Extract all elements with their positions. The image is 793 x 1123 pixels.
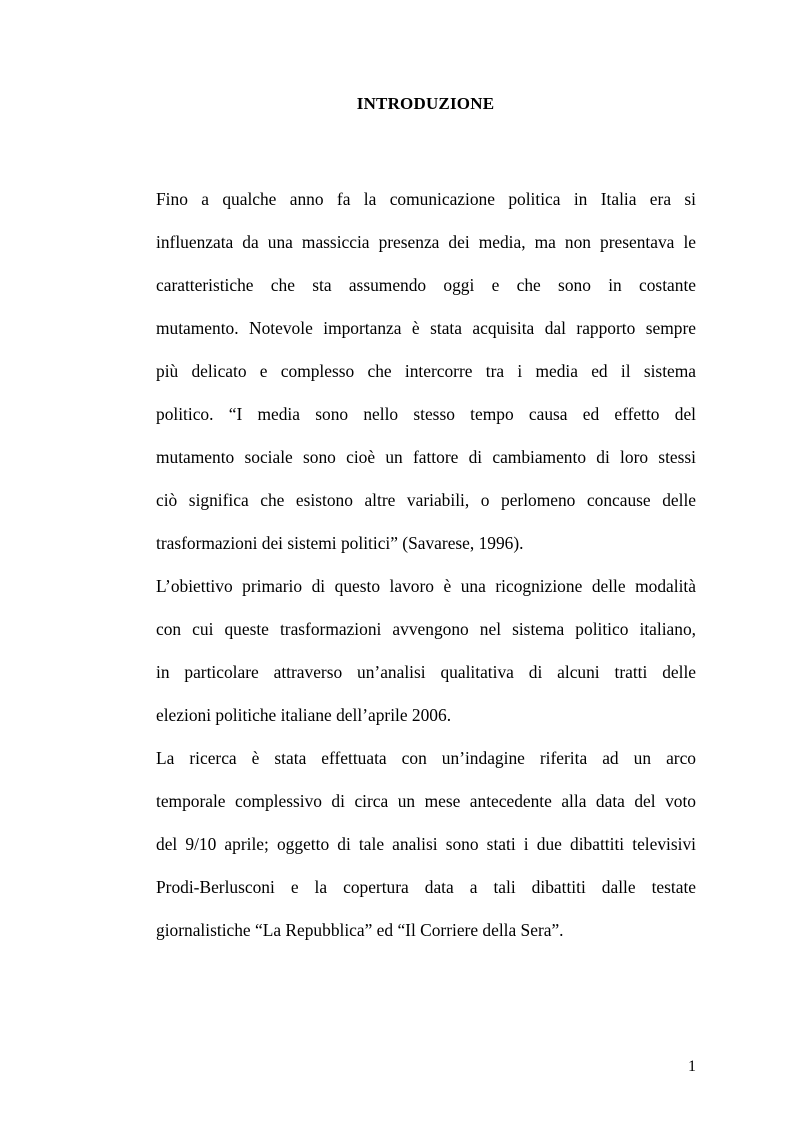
text-line: in particolare attraverso un’analisi qualitativa di alcuni tratti delle <box>156 662 696 682</box>
text-line: L’obiettivo primario di questo lavoro è una ricognizione delle modalità <box>156 576 696 596</box>
text-line: più delicato e complesso che intercorre tra i media ed il sistema <box>156 361 696 381</box>
text-line: elezioni politiche italiane dell’aprile 2006. <box>156 705 452 725</box>
paragraph-1 <box>156 178 696 565</box>
text-line: Fino a qualche anno fa la comunicazione politica in Italia era si <box>156 189 696 209</box>
page-number: 1 <box>688 1058 696 1075</box>
page-title: INTRODUZIONE <box>356 94 495 113</box>
text-line: ciò significa che esistono altre variabili, o perlomeno concause delle <box>156 490 696 510</box>
text-line: mutamento. Notevole importanza è stata acquisita dal rapporto sempre <box>156 318 696 338</box>
text-line: temporale complessivo di circa un mese antecedente alla data del voto <box>156 791 696 811</box>
text-line: La ricerca è stata effettuata con un’indagine riferita ad un arco <box>156 748 696 768</box>
text-line: giornalistiche “La Repubblica” ed “Il Corriere della Sera”. <box>156 920 564 940</box>
text-line: influenzata da una massiccia presenza dei media, ma non presentava le <box>156 232 696 252</box>
text-line: del 9/10 aprile; oggetto di tale analisi sono stati i due dibattiti televisivi <box>156 834 696 854</box>
text-line: trasformazioni dei sistemi politici” (Savarese, 1996). <box>156 533 524 553</box>
paragraph-2 <box>156 565 696 737</box>
paragraph-3 <box>156 737 696 952</box>
text-line: mutamento sociale sono cioè un fattore di cambiamento di loro stessi <box>156 447 696 467</box>
text-line: politico. “I media sono nello stesso tempo causa ed effetto del <box>156 404 696 424</box>
text-line: con cui queste trasformazioni avvengono nel sistema politico italiano, <box>156 619 696 639</box>
body-text <box>156 178 696 952</box>
text-line: caratteristiche che sta assumendo oggi e che sono in costante <box>156 275 696 295</box>
text-line: Prodi-Berlusconi e la copertura data a tali dibattiti dalle testate <box>156 877 696 897</box>
